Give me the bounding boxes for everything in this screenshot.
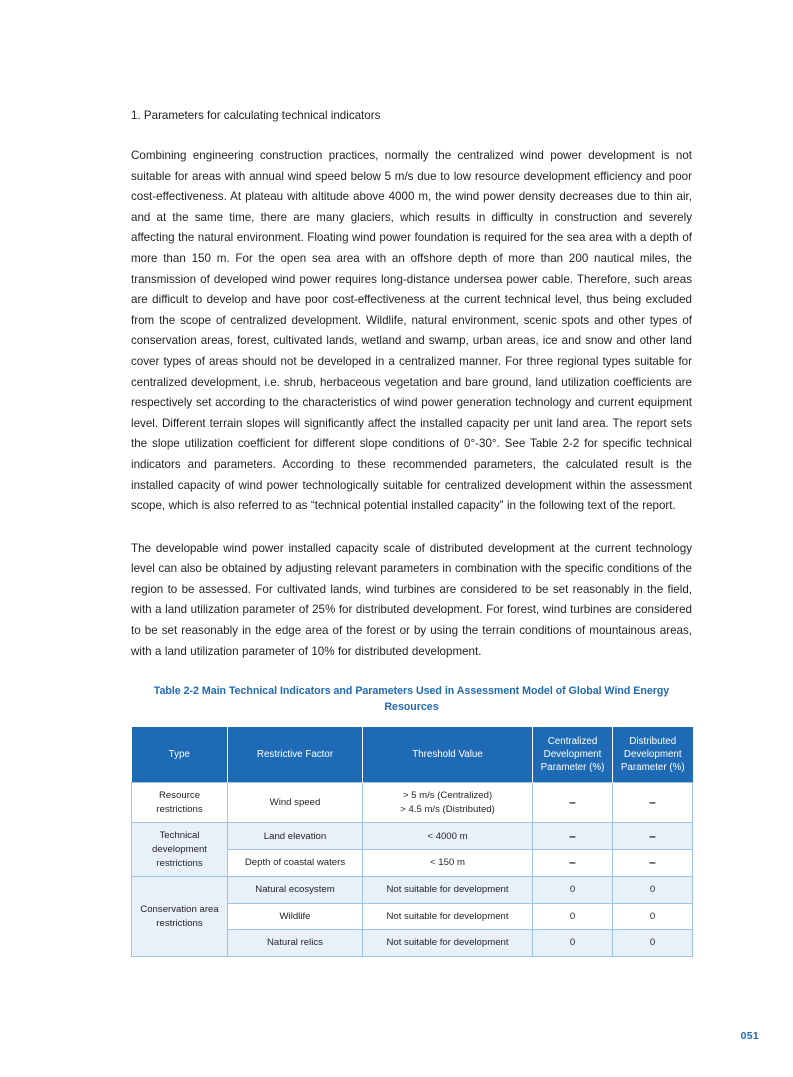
cell-centralized: 0	[533, 877, 613, 904]
cell-factor: Land elevation	[228, 823, 363, 850]
table-caption: Table 2-2 Main Technical Indicators and Parameters Used in Assessment Model of Global Wind Energy Resources	[153, 685, 670, 713]
table-row	[132, 783, 693, 823]
cell-threshold: < 150 m	[363, 850, 533, 877]
threshold-line-1: > 5 m/s (Centralized)	[402, 790, 493, 802]
table-row	[132, 823, 693, 850]
cell-type: Conservation area restrictions	[132, 877, 228, 957]
cell-type: Resource restrictions	[132, 783, 228, 823]
cell-threshold: Not suitable for development	[363, 877, 533, 904]
threshold-line-2: > 4.5 m/s (Distributed)	[400, 803, 495, 815]
table-header-restrictive-factor: Restrictive Factor	[228, 727, 363, 783]
cell-threshold: Not suitable for development	[363, 930, 533, 957]
cell-factor: Natural ecosystem	[228, 877, 363, 904]
body-paragraph-1: Combining engineering construction practices, normally the centralized wind power development is not suitable for areas with annual wind speed below 5 m/s due to low resource development efficiency and poor cost-effectiveness. At plateau with altitude above 4000 m, the wind power density decreases due to thin air, and at the same time, there are many glaciers, which results in difficulty in construction and severely affecting the natural environment. Floating wind power foundation is required for the sea area with a depth of more than 150 m. For the open sea area with an offshore depth of more than 200 nautical miles, the transmission of developed wind power requires long-distance undersea power cable. Therefore, such areas are difficult to develop and have poor cost-effectiveness at the current technical level, thus being excluded from the scope of centralized development. Wildlife, natural environment, scenic spots and other types of conservation areas, forest, cultivated lands, wetland and swamp, urban areas, ice and snow and other land cover types of areas should not be developed in a centralized manner. For three regional types suitable for centralized development, i.e. shrub, herbaceous vegetation and bare ground, land utilization coefficients are respectively set according to the characteristics of wind power generation technology and current equipment level. Different terrain slopes will significantly affect the installed capacity per unit land area. The report sets the slope utilization coefficient for different slope conditions of 0°-30°. See Table 2-2 for specific technical indicators and parameters. According to these recommended parameters, the calculated result is the installed capacity of wind power technologically suitable for centralized development within the assessment scope, which is also referred to as “technical potential installed capacity” in the following text of the report.	[131, 149, 692, 513]
cell-threshold: Not suitable for development	[363, 903, 533, 930]
table-header-row	[132, 727, 693, 783]
body-paragraph-2: The developable wind power installed capacity scale of distributed development at the current technology level can also be obtained by adjusting relevant parameters in combination with the specific conditions of the region to be assessed. For cultivated lands, wind turbines are considered to be set reasonably in the field, with a land utilization parameter of 25% for distributed development. For forest, wind turbines are considered to be set reasonably in the edge area of the forest or by using the terrain conditions of mountainous areas, with a land utilization parameter of 10% for distributed development.	[131, 541, 692, 658]
cell-threshold: < 4000 m	[363, 823, 533, 850]
cell-centralized: –	[533, 783, 613, 823]
cell-type: Technical development restrictions	[132, 823, 228, 877]
cell-factor: Depth of coastal waters	[228, 850, 363, 877]
table-header-distributed-parameter: Distributed Development Parameter (%)	[613, 727, 693, 783]
table-header-type: Type	[132, 727, 228, 783]
technical-indicators-table	[131, 727, 693, 957]
cell-centralized: 0	[533, 903, 613, 930]
section-heading: 1. Parameters for calculating technical indicators	[131, 109, 381, 122]
table-row	[132, 877, 693, 904]
cell-factor: Wildlife	[228, 903, 363, 930]
cell-distributed: –	[613, 823, 693, 850]
cell-factor: Natural relics	[228, 930, 363, 957]
page-content	[131, 108, 692, 957]
cell-centralized: 0	[533, 930, 613, 957]
table-header-threshold-value: Threshold Value	[363, 727, 533, 783]
cell-distributed: –	[613, 783, 693, 823]
cell-distributed: 0	[613, 930, 693, 957]
cell-threshold	[363, 783, 533, 823]
cell-centralized: –	[533, 850, 613, 877]
page-number: 051	[740, 1030, 759, 1042]
cell-factor: Wind speed	[228, 783, 363, 823]
cell-distributed: 0	[613, 877, 693, 904]
cell-distributed: 0	[613, 903, 693, 930]
table-header-centralized-parameter: Centralized Development Parameter (%)	[533, 727, 613, 783]
cell-centralized: –	[533, 823, 613, 850]
table-block	[131, 684, 692, 957]
cell-distributed: –	[613, 850, 693, 877]
